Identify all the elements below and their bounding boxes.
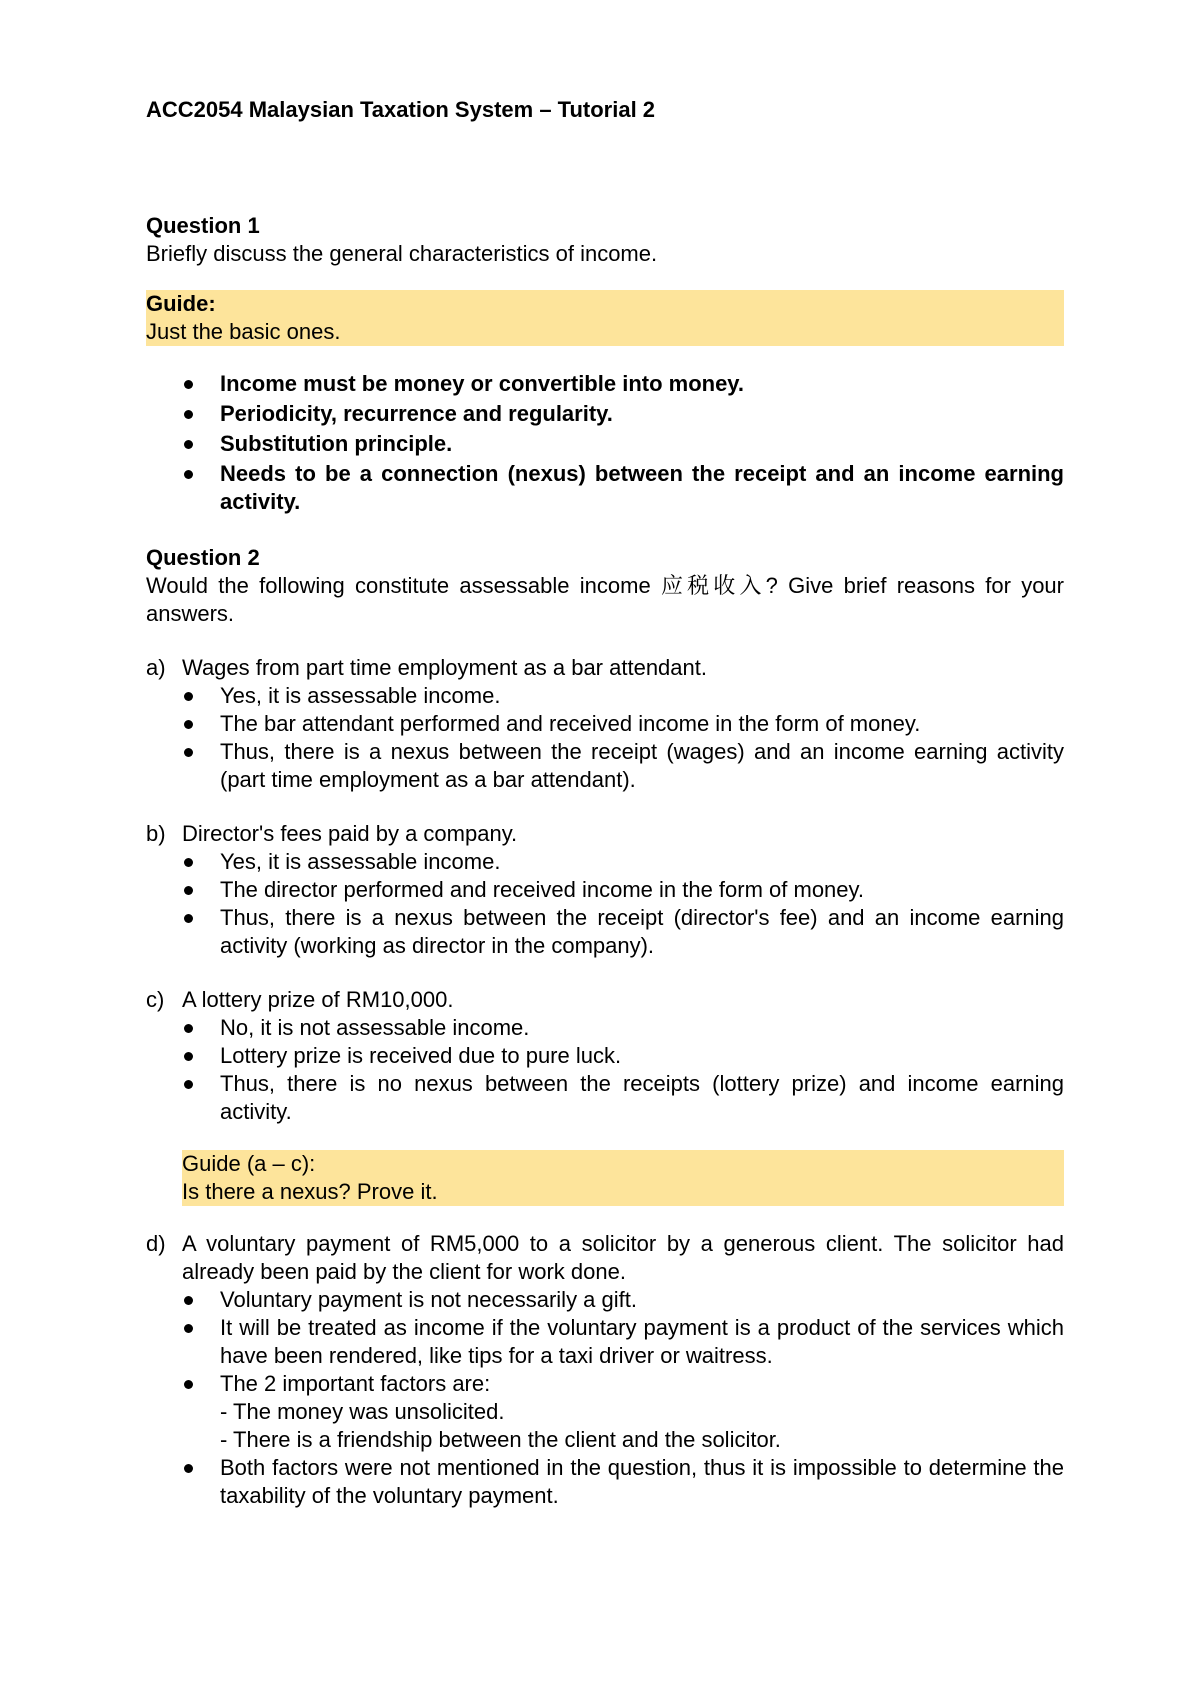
list-item: Needs to be a connection (nexus) between the receipt and an income earning activity. — [146, 460, 1064, 516]
guide-box-q1 — [146, 290, 1064, 346]
list-item: The bar attendant performed and received income in the form of money. — [146, 710, 1064, 738]
sub-question-text: A lottery prize of RM10,000. — [182, 987, 454, 1012]
bullet-icon — [184, 410, 193, 419]
sub-question-a-answers — [146, 682, 1064, 794]
sub-question-text: A voluntary payment of RM5,000 to a solicitor by a generous client. The solicitor had already been paid by the client for work done. — [182, 1231, 1064, 1284]
sub-question-b — [146, 820, 1064, 960]
list-item: It will be treated as income if the voluntary payment is a product of the services which have been rendered, like tips for a taxi driver or waitress. — [146, 1314, 1064, 1370]
question-2-title: Question 2 — [146, 545, 260, 570]
sub-question-letter: a) — [146, 655, 166, 680]
bullet-icon — [184, 440, 193, 449]
bullet-icon — [184, 914, 193, 923]
list-item: No, it is not assessable income. — [146, 1014, 1064, 1042]
sub-question-c — [146, 986, 1064, 1126]
sub-question-c-answers — [146, 1014, 1064, 1126]
factor-line: - The money was unsolicited. — [220, 1399, 505, 1424]
list-item: Yes, it is assessable income. — [146, 682, 1064, 710]
bullet-icon — [184, 1324, 193, 1333]
bullet-icon — [184, 748, 193, 757]
bullet-icon — [184, 692, 193, 701]
sub-question-text: Director's fees paid by a company. — [182, 821, 518, 846]
guide-label: Guide (a – c): — [182, 1151, 316, 1176]
question-1 — [146, 212, 1064, 516]
bullet-icon — [184, 720, 193, 729]
list-item: Periodicity, recurrence and regularity. — [146, 400, 1064, 428]
sub-question-letter: d) — [146, 1231, 166, 1256]
question-2 — [146, 544, 1064, 1510]
guide-text: Just the basic ones. — [146, 319, 341, 344]
sub-question-text: Wages from part time employment as a bar attendant. — [182, 655, 707, 680]
sub-question-letter: b) — [146, 821, 166, 846]
sub-question-d — [146, 1230, 1064, 1510]
list-item: Both factors were not mentioned in the question, thus it is impossible to determine the taxability of the voluntary payment. — [146, 1454, 1064, 1510]
guide-box-a-c — [182, 1150, 1064, 1206]
list-item: Yes, it is assessable income. — [146, 848, 1064, 876]
list-item: Voluntary payment is not necessarily a gift. — [146, 1286, 1064, 1314]
sub-question-a — [146, 654, 1064, 794]
list-item: Substitution principle. — [146, 430, 1064, 458]
question-1-text: Briefly discuss the general characteristics of income. — [146, 241, 658, 266]
sub-question-b-answers — [146, 848, 1064, 960]
bullet-icon — [184, 886, 193, 895]
bullet-icon — [184, 470, 193, 479]
sub-question-letter: c) — [146, 987, 165, 1012]
q1-answer-list — [146, 370, 1064, 516]
bullet-icon — [184, 1024, 193, 1033]
bullet-icon — [184, 1052, 193, 1061]
bullet-icon — [184, 1080, 193, 1089]
bullet-icon — [184, 1380, 193, 1389]
list-item: The director performed and received income in the form of money. — [146, 876, 1064, 904]
question-1-title: Question 1 — [146, 213, 260, 238]
bullet-icon — [184, 380, 193, 389]
list-item: Thus, there is no nexus between the receipts (lottery prize) and income earning activity. — [146, 1070, 1064, 1126]
bullet-icon — [184, 1464, 193, 1473]
sub-question-d-answers — [146, 1286, 1064, 1510]
list-item: Lottery prize is received due to pure luck. — [146, 1042, 1064, 1070]
guide-label: Guide: — [146, 291, 216, 316]
bullet-icon — [184, 1296, 193, 1305]
document-title: ACC2054 Malaysian Taxation System – Tutorial 2 — [146, 97, 656, 122]
guide-text: Is there a nexus? Prove it. — [182, 1179, 438, 1204]
list-item: The 2 important factors are: - The money was unsolicited. - There is a friendship between the client and the solicitor. — [146, 1370, 1064, 1454]
list-item: Thus, there is a nexus between the receipt (wages) and an income earning activity (part time employment as a bar attendant). — [146, 738, 1064, 794]
list-item: Thus, there is a nexus between the receipt (director's fee) and an income earning activity (working as director in the company). — [146, 904, 1064, 960]
bullet-icon — [184, 858, 193, 867]
factor-line: - There is a friendship between the client and the solicitor. — [220, 1427, 781, 1452]
question-2-text: Would the following constitute assessable income 应税收入? Give brief reasons for your answers. — [146, 573, 1064, 626]
list-item: Income must be money or convertible into money. — [146, 370, 1064, 398]
